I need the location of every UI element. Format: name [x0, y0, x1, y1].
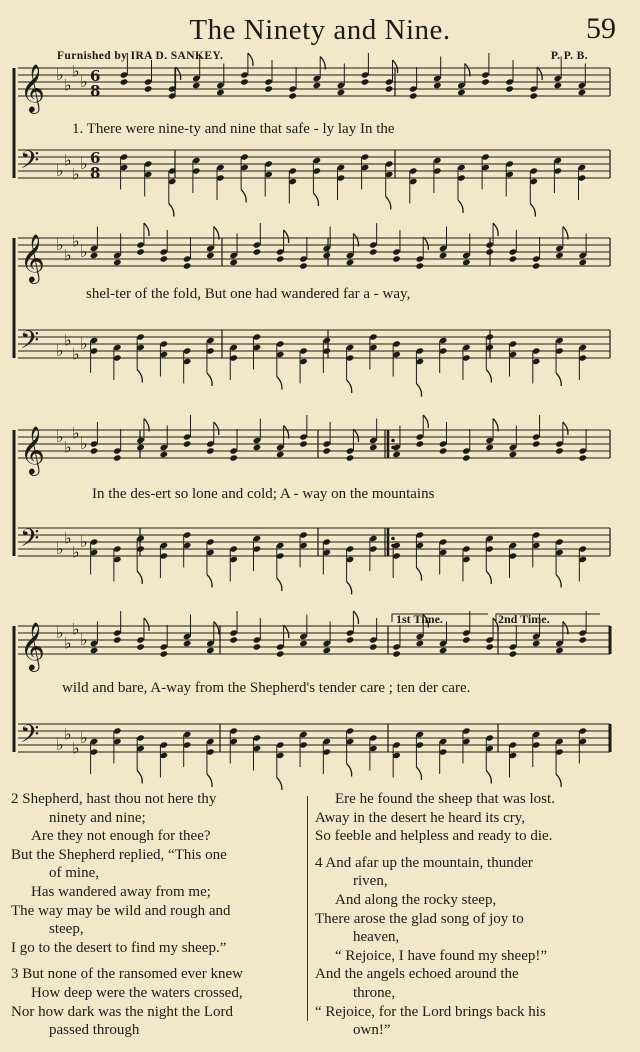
note-flag	[277, 377, 282, 390]
note-head	[369, 248, 378, 255]
flat-icon: ♭	[80, 242, 88, 261]
note-flag	[241, 190, 246, 203]
note-head	[299, 440, 308, 447]
flat-icon: ♭	[56, 161, 64, 180]
verse-line: steep,	[49, 921, 84, 938]
flat-icon: ♭	[56, 623, 64, 642]
time-signature-numerator: 6	[90, 149, 101, 167]
note-head	[485, 444, 494, 451]
credit-composer: P. P. B.	[550, 50, 588, 62]
note-flag	[493, 223, 498, 236]
verse-line	[315, 846, 637, 854]
note-head	[276, 650, 285, 657]
verse-line: Nor how dark was the night the Lord	[11, 1003, 234, 1020]
verse-line: But the Shepherd replied, “This one	[11, 846, 227, 863]
verse-line: Has wandered away from me;	[31, 883, 211, 900]
note-flag	[169, 204, 174, 217]
note-head	[462, 259, 471, 266]
verse-line: There arose the glad song of joy to	[315, 910, 524, 927]
verse-line: “ Rejoice, for the Lord brings back his	[315, 1003, 546, 1020]
verses-left-column	[11, 790, 304, 1040]
verse-line	[11, 957, 304, 965]
note-head	[392, 451, 401, 458]
note-head	[253, 444, 262, 451]
note-head	[136, 444, 145, 451]
flat-icon: ♭	[72, 164, 80, 184]
note-flag	[284, 230, 289, 243]
note-flag	[347, 380, 352, 393]
note-head	[509, 451, 518, 458]
flat-icon: ♭	[72, 542, 80, 562]
note-head	[144, 85, 153, 92]
note-head	[346, 259, 355, 266]
note-head	[392, 255, 401, 262]
flat-icon: ♭	[64, 330, 72, 350]
bass-clef-icon: 𝄢	[20, 524, 40, 559]
note-head	[206, 647, 215, 654]
verse-line: Are they not enough for thee?	[31, 828, 211, 845]
note-head	[433, 82, 442, 89]
flat-icon: ♭	[64, 150, 72, 170]
note-flag	[416, 568, 421, 581]
note-flag	[207, 373, 212, 386]
note-flag	[277, 578, 282, 591]
note-flag	[207, 774, 212, 787]
note-head	[416, 640, 425, 647]
verse-line: So feeble and helpless and ready to die.	[315, 828, 553, 845]
treble-clef-icon: 𝄞	[20, 63, 45, 112]
flat-icon: ♭	[80, 728, 88, 747]
flat-icon: ♭	[64, 724, 72, 744]
note-head	[578, 636, 587, 643]
lyric-line-2: shel-ter of the fold, But one had wandered far a - way,	[86, 286, 411, 302]
flat-icon: ♭	[56, 65, 64, 84]
time-signature-denominator: 8	[90, 164, 101, 182]
note-head	[439, 252, 448, 259]
note-head	[532, 640, 541, 647]
verse-line: heaven,	[353, 929, 400, 946]
verse-line: And along the rocky steep,	[335, 891, 497, 908]
verse-line: The way may be wild and rough and	[11, 902, 231, 919]
note-flag	[563, 422, 568, 435]
note-head	[578, 89, 587, 96]
note-head	[385, 85, 394, 92]
note-head	[160, 650, 169, 657]
note-head	[206, 447, 215, 454]
hymn-title: The Ninety and Nine.	[189, 14, 451, 46]
note-head	[90, 647, 99, 654]
note-head	[369, 643, 378, 650]
treble-clef-icon: 𝄞	[20, 233, 45, 282]
note-head	[113, 454, 122, 461]
note-head	[337, 89, 346, 96]
volta-first-time: 1st Time.	[396, 612, 443, 626]
note-flag	[353, 429, 358, 442]
note-head	[485, 248, 494, 255]
flat-icon: ♭	[72, 619, 80, 639]
verse-line: own!”	[353, 1022, 391, 1039]
note-head	[113, 259, 122, 266]
note-head	[206, 252, 215, 259]
bass-clef-icon: 𝄢	[20, 326, 40, 361]
note-head	[160, 255, 169, 262]
flat-icon: ♭	[80, 532, 88, 551]
page-number: 59	[586, 12, 616, 45]
note-flag	[537, 67, 542, 80]
flat-icon: ♭	[80, 434, 88, 453]
note-head	[509, 255, 518, 262]
flat-icon: ♭	[56, 735, 64, 754]
note-head	[485, 643, 494, 650]
flat-icon: ♭	[80, 72, 88, 91]
note-head	[369, 444, 378, 451]
verse-line: I go to the desert to find my sheep.”	[11, 939, 227, 956]
note-head	[192, 82, 201, 89]
lyric-line-3: In the des-ert so lone and cold; A - way on the mountains	[92, 486, 435, 502]
note-flag	[144, 618, 149, 631]
flat-icon: ♭	[64, 633, 72, 653]
note-head	[462, 636, 471, 643]
lyric-line-1: 1. There were nine-ty and nine that safe - ly lay In the	[72, 121, 395, 137]
note-head	[322, 252, 331, 259]
flat-icon: ♭	[80, 154, 88, 173]
note-head	[532, 262, 541, 269]
note-head	[288, 92, 297, 99]
flat-icon: ♭	[56, 341, 64, 360]
verse-line: “ Rejoice, I have found my sheep!”	[335, 947, 547, 964]
flat-icon: ♭	[56, 235, 64, 254]
note-head	[416, 262, 425, 269]
verse-line: 4 And afar up the mountain, thunder	[315, 854, 533, 871]
note-flag	[556, 373, 561, 386]
note-head	[409, 92, 418, 99]
column-divider	[307, 796, 308, 1021]
note-head	[346, 636, 355, 643]
note-flag	[347, 582, 352, 595]
note-flag	[423, 415, 428, 428]
repeat-dot	[391, 439, 395, 443]
note-flag	[486, 571, 491, 584]
verse-line: 2 Shepherd, hast thou not here thy	[11, 791, 217, 807]
note-head	[322, 447, 331, 454]
note-flag	[137, 771, 142, 784]
lyric-line-4: wild and bare, A-way from the Shepherd's tender care ; ten der care.	[62, 680, 471, 696]
note-head	[439, 447, 448, 454]
note-head	[481, 78, 490, 85]
bass-clef-icon: 𝄢	[20, 146, 40, 181]
note-head	[276, 255, 285, 262]
treble-clef-icon: 𝄞	[20, 621, 45, 670]
note-flag	[353, 611, 358, 624]
note-head	[183, 640, 192, 647]
note-head	[120, 78, 129, 85]
verse-line: And the angels echoed around the	[315, 966, 519, 983]
note-head	[113, 636, 122, 643]
note-head	[90, 447, 99, 454]
note-head	[276, 451, 285, 458]
note-flag	[386, 197, 391, 210]
note-head	[160, 451, 169, 458]
note-head	[392, 650, 401, 657]
note-head	[555, 252, 564, 259]
note-flag	[556, 774, 561, 787]
note-head	[253, 643, 262, 650]
note-head	[253, 248, 262, 255]
note-flag	[556, 575, 561, 588]
bass-clef-icon: 𝄢	[20, 720, 40, 755]
flat-icon: ♭	[56, 427, 64, 446]
note-flag	[176, 67, 181, 80]
note-head	[555, 647, 564, 654]
note-flag	[416, 767, 421, 780]
note-head	[361, 78, 370, 85]
note-head	[229, 454, 238, 461]
flat-icon: ♭	[80, 334, 88, 353]
verse-line: of mine,	[49, 865, 99, 882]
verse-line: passed through	[49, 1022, 140, 1039]
verse-line: ninety and nine;	[49, 809, 146, 826]
note-head	[216, 89, 225, 96]
note-flag	[248, 53, 253, 66]
flat-icon: ♭	[72, 61, 80, 81]
verse-line: Ere he found the sheep that was lost.	[335, 791, 555, 807]
verse-line: 3 But none of the ransomed ever knew	[11, 966, 244, 983]
note-head	[240, 78, 249, 85]
flat-icon: ♭	[72, 423, 80, 443]
note-flag	[423, 237, 428, 250]
note-flag	[458, 200, 463, 213]
repeat-dot	[391, 544, 395, 548]
repeat-dot	[391, 446, 395, 450]
note-head	[136, 248, 145, 255]
flat-icon: ♭	[72, 738, 80, 758]
verse-line: How deep were the waters crossed,	[31, 984, 243, 1001]
note-head	[505, 85, 514, 92]
note-head	[90, 252, 99, 259]
flat-icon: ♭	[64, 437, 72, 457]
time-signature-denominator: 8	[90, 82, 101, 100]
flat-icon: ♭	[72, 231, 80, 251]
note-head	[346, 454, 355, 461]
note-flag	[214, 422, 219, 435]
note-head	[457, 89, 466, 96]
note-flag	[137, 571, 142, 584]
note-head	[578, 454, 587, 461]
credit-furnished-by: Furnished by IRA D. SANKEY.	[57, 50, 224, 62]
note-head	[264, 85, 273, 92]
note-head	[136, 643, 145, 650]
note-flag	[144, 223, 149, 236]
verse-line: riven,	[353, 873, 388, 890]
note-head	[322, 647, 331, 654]
note-head	[439, 647, 448, 654]
note-head	[532, 440, 541, 447]
note-flag	[313, 193, 318, 206]
note-flag	[486, 771, 491, 784]
note-flag	[347, 764, 352, 777]
flat-icon: ♭	[64, 75, 72, 95]
note-head	[229, 636, 238, 643]
note-head	[578, 259, 587, 266]
note-head	[555, 447, 564, 454]
note-head	[229, 259, 238, 266]
note-head	[509, 650, 518, 657]
volta-second-time: 2nd Time.	[498, 612, 550, 626]
note-head	[462, 454, 471, 461]
note-head	[416, 440, 425, 447]
note-flag	[284, 625, 289, 638]
note-head	[183, 440, 192, 447]
note-head	[299, 640, 308, 647]
note-flag	[207, 575, 212, 588]
note-head	[554, 82, 563, 89]
verse-line: Away in the desert he heard its cry,	[315, 809, 526, 826]
note-flag	[137, 370, 142, 383]
flat-icon: ♭	[64, 528, 72, 548]
flat-icon: ♭	[80, 630, 88, 649]
note-flag	[530, 204, 535, 217]
note-flag	[486, 370, 491, 383]
note-flag	[416, 384, 421, 397]
time-signature-numerator: 6	[90, 67, 101, 85]
flat-icon: ♭	[64, 245, 72, 265]
flat-icon: ♭	[72, 344, 80, 364]
flat-icon: ♭	[56, 539, 64, 558]
verses-right-column	[315, 790, 637, 1040]
treble-clef-icon: 𝄞	[20, 425, 45, 474]
note-head	[529, 92, 538, 99]
note-flag	[277, 778, 282, 791]
note-head	[313, 82, 322, 89]
note-head	[183, 262, 192, 269]
verse-line: throne,	[353, 984, 396, 1001]
repeat-dot	[391, 537, 395, 541]
note-head	[299, 262, 308, 269]
